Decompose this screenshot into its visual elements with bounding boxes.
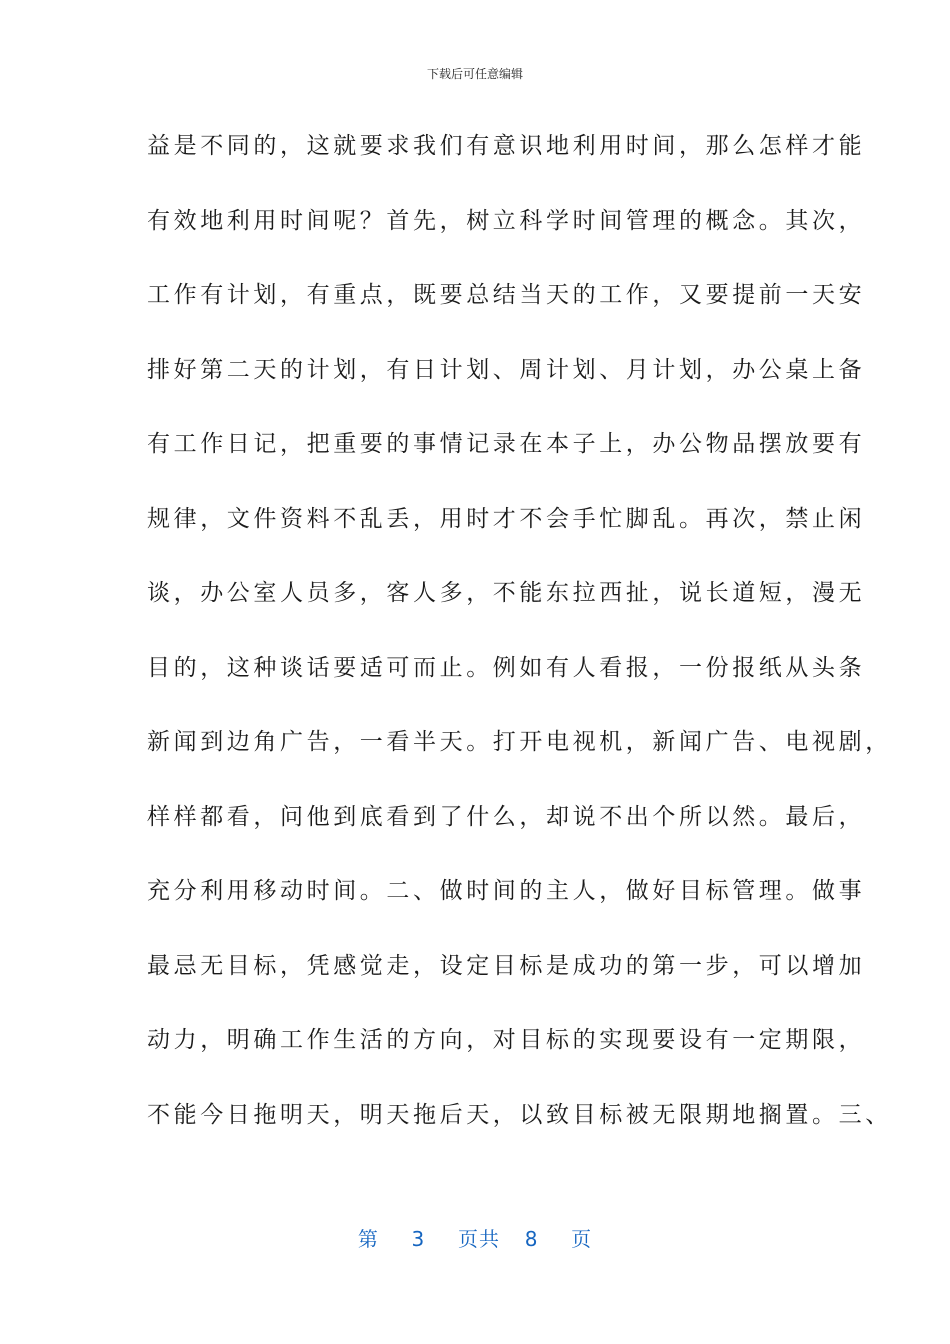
body-line: 不能今日拖明天，明天拖后天，以致目标被无限期地搁置。三、 xyxy=(147,1101,892,1128)
body-line: 益是不同的，这就要求我们有意识地利用时间，那么怎样才能 xyxy=(147,133,866,159)
body-line: 动力，明确工作生活的方向，对目标的实现要设有一定期限， xyxy=(147,1027,866,1053)
body-line: 谈，办公室人员多，客人多，不能东拉西扯，说长道短，漫无 xyxy=(147,580,866,606)
body-line: 有效地利用时间呢？首先，树立科学时间管理的概念。其次， xyxy=(147,207,866,234)
page-middle: 页共 xyxy=(458,1227,500,1251)
body-line: 有工作日记，把重要的事情记录在本子上，办公物品摆放要有 xyxy=(147,431,866,457)
body-line: 目的，这种谈话要适可而止。例如有人看报，一份报纸从头条 xyxy=(147,654,866,681)
page-suffix: 页 xyxy=(571,1227,593,1251)
body-line: 最忌无目标，凭感觉走，设定目标是成功的第一步，可以增加 xyxy=(147,952,866,979)
body-line: 充分利用移动时间。二、做时间的主人，做好目标管理。做事 xyxy=(147,878,866,904)
body-line: 新闻到边角广告，一看半天。打开电视机，新闻广告、电视剧， xyxy=(147,729,892,755)
current-page-number: 3 xyxy=(411,1227,426,1251)
page-footer xyxy=(0,1225,950,1253)
document-body xyxy=(147,121,892,1164)
page-prefix: 第 xyxy=(357,1227,379,1251)
total-pages-number: 8 xyxy=(524,1227,539,1251)
page-header-note: 下载后可任意编辑 xyxy=(426,67,523,81)
body-line: 规律，文件资料不乱丢，用时才不会手忙脚乱。再次，禁止闲 xyxy=(147,505,866,532)
body-line: 工作有计划，有重点，既要总结当天的工作，又要提前一天安 xyxy=(147,282,866,308)
body-line: 样样都看，问他到底看到了什么，却说不出个所以然。最后， xyxy=(147,803,866,830)
body-line: 排好第二天的计划，有日计划、周计划、月计划，办公桌上备 xyxy=(147,356,866,383)
